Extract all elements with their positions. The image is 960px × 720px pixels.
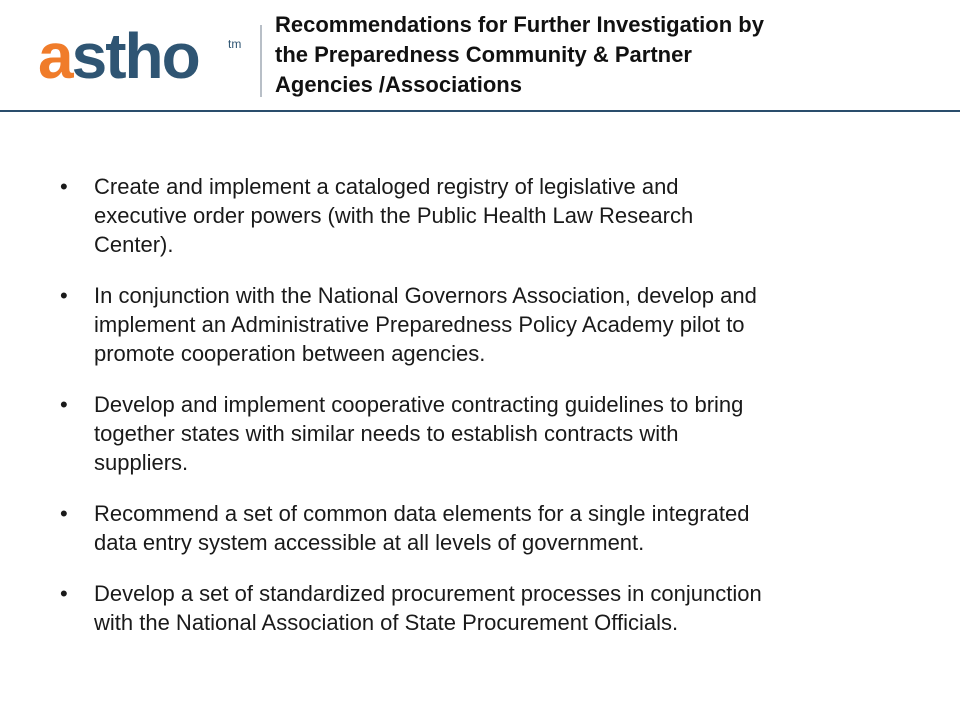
slide-title-line: the Preparedness Community & Partner [275, 42, 692, 67]
recommendation-line: Develop a set of standardized procurement processes in conjunction [94, 581, 762, 606]
recommendation-line: Center). [94, 232, 174, 257]
bullet-dot: • [60, 581, 68, 606]
recommendation-item [60, 579, 920, 637]
recommendation-line: data entry system accessible at all levels of government. [94, 530, 645, 555]
slide-header [0, 0, 960, 112]
bullet-dot: • [60, 174, 68, 199]
astho-logo [38, 16, 253, 96]
recommendation-item [60, 281, 920, 368]
recommendation-line: promote cooperation between agencies. [94, 341, 486, 366]
header-divider [260, 25, 262, 97]
recommendation-item [60, 172, 920, 259]
recommendation-line: with the National Association of State Procurement Officials. [94, 610, 679, 635]
bullet-dot: • [60, 283, 68, 308]
recommendation-line: In conjunction with the National Governors Association, develop and [94, 283, 757, 308]
slide-title [275, 10, 925, 100]
bullet-dot: • [60, 392, 68, 417]
bullet-dot: • [60, 501, 68, 526]
slide-title-line: Agencies /Associations [275, 72, 522, 97]
recommendation-line: Develop and implement cooperative contracting guidelines to bring [94, 392, 744, 417]
recommendation-line: together states with similar needs to establish contracts with [94, 421, 679, 446]
recommendation-item [60, 390, 920, 477]
recommendation-line: Recommend a set of common data elements for a single integrated [94, 501, 750, 526]
recommendation-line: implement an Administrative Preparedness Policy Academy pilot to [94, 312, 745, 337]
recommendation-line: suppliers. [94, 450, 189, 475]
logo-text: astho [38, 20, 199, 92]
recommendation-item [60, 499, 920, 557]
header-rule [0, 110, 960, 112]
logo-tm: tm [228, 37, 242, 51]
recommendation-list [60, 172, 920, 637]
recommendation-line: Create and implement a cataloged registry of legislative and [94, 174, 679, 199]
slide-title-line: Recommendations for Further Investigation by [275, 12, 764, 37]
recommendation-line: executive order powers (with the Public Health Law Research [94, 203, 694, 228]
